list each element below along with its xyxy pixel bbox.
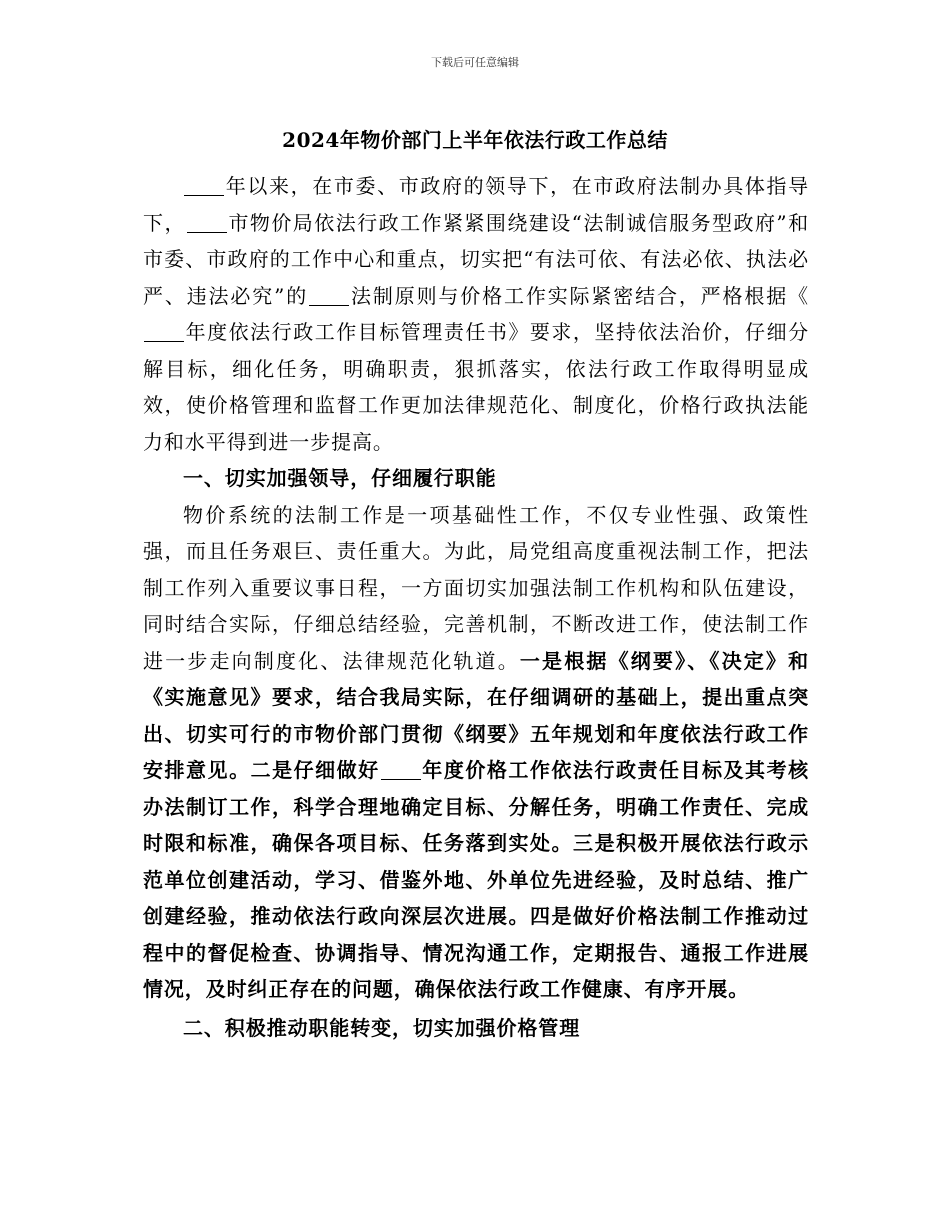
- page-header-note: 下载后可任意编辑: [431, 56, 519, 69]
- document-body: [143, 168, 809, 1046]
- intro-paragraph: [143, 168, 809, 460]
- intro-text-3: 法制原则与价格工作实际紧密结合，严格根据《: [350, 283, 809, 308]
- intro-text-4: 年度依法行政工作目标管理责任书》要求，坚持依法治价，仔细分解目标，细化任务，明确职责，狠抓落实，依法行政工作取得明显成效，使价格管理和监督工作更加法律规范化、制度化，价格行政执法能力和水平得到进一步提高。: [143, 320, 809, 454]
- document-title: 2024年物价部门上半年依法行政工作总结: [282, 128, 668, 152]
- section-1-bold-text-a: 一是根据《纲要》、《决定》和《实施意见》要求，结合我局实际，在仔细调研的基础上，提出重点突出、切实可行的市物价部门贯彻《纲要》五年规划和年度依法行政工作安排意见。二是仔细做好: [143, 648, 809, 782]
- section-2-heading: 二、积极推动职能转变，切实加强价格管理: [183, 1015, 581, 1040]
- blank-line: [184, 177, 224, 196]
- section-1-text: 物价系统的法制工作是一项基础性工作，不仅专业性强、政策性强，而且任务艰巨、责任重大。为此，局党组高度重视法制工作，把法制工作列入重要议事日程，一方面切实加强法制工作机构和队伍建设，同时结合实际，仔细总结经验，完善机制，不断改进工作，使法制工作进一步走向制度化、法律规范化轨道。: [143, 502, 809, 673]
- blank-line: [381, 761, 421, 780]
- section-1-heading: 一、切实加强领导，仔细履行职能: [183, 466, 497, 490]
- blank-line: [144, 323, 184, 342]
- blank-line: [187, 214, 227, 233]
- section-1-paragraph: [143, 497, 809, 1008]
- blank-line: [309, 287, 349, 306]
- intro-text-2: 市物价局依法行政工作紧紧围绕建设“法制诚信服务型政府”和市委、市政府的工作中心和重点，切实把“有法可依、有法必依、执法必严、违法必究”的: [143, 210, 809, 308]
- intro-text-1: 年以来，在市委、市政府的领导下，在市政府法制办具体指导下，: [143, 174, 809, 235]
- section-1-bold-text-b: 年度价格工作依法行政责任目标及其考核办法制订工作，科学合理地确定目标、分解任务，明确工作责任、完成时限和标准，确保各项目标、任务落到实处。三是积极开展依法行政示范单位创建活动，学习、借鉴外地、外单位先进经验，及时总结、推广创建经验，推动依法行政向深层次进展。四是做好价格法制工作推动过程中的督促检查、协调指导、情况沟通工作，定期报告、通报工作进展情况，及时纠正存在的问题，确保依法行政工作健康、有序开展。: [143, 758, 809, 1001]
